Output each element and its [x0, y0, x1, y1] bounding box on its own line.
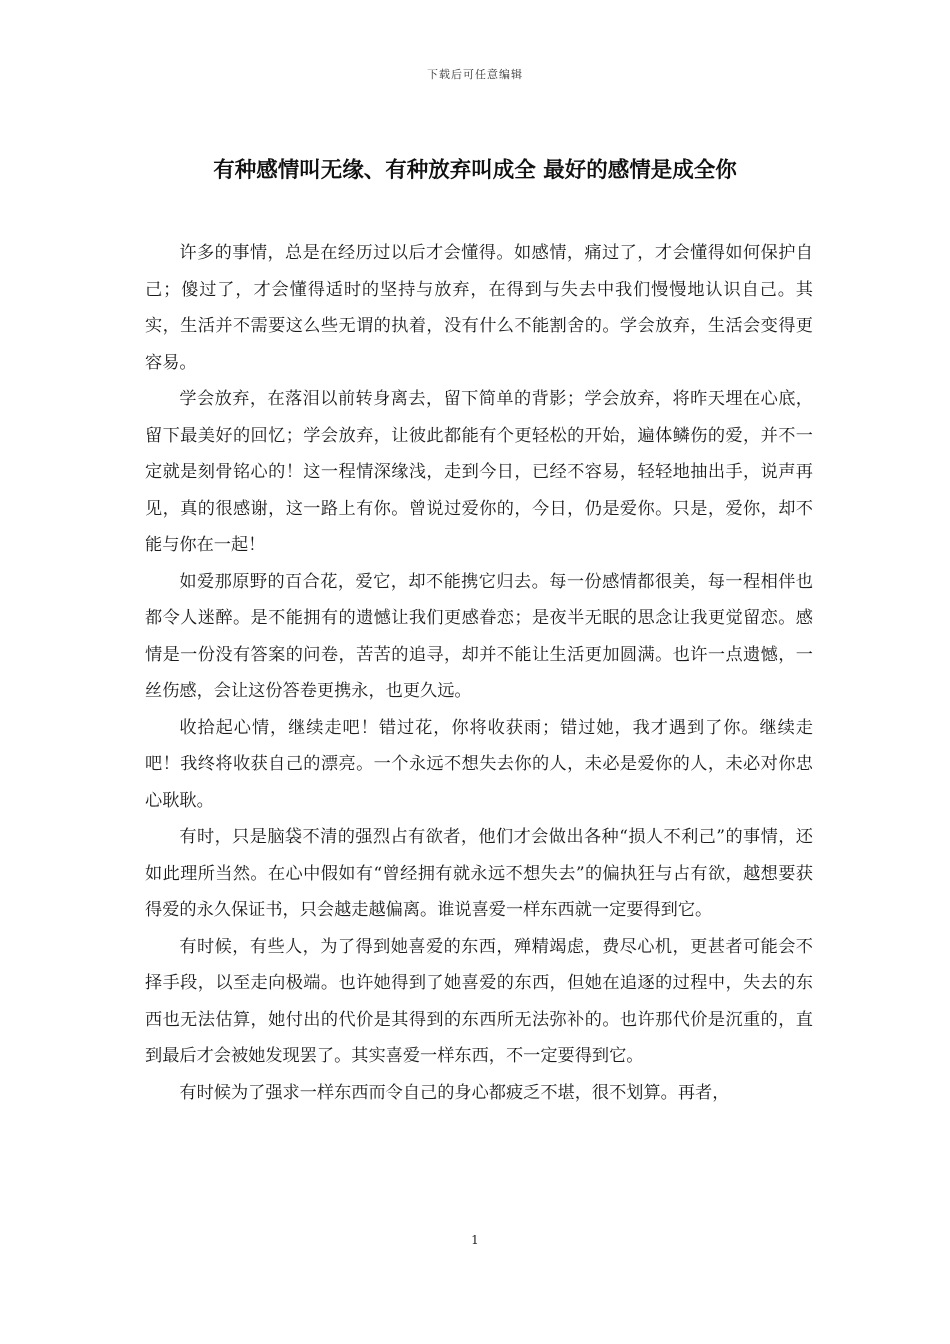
header-note: 下载后可任意编辑 [427, 68, 523, 81]
paragraph: 学会放弃，在落泪以前转身离去，留下简单的背影；学会放弃，将昨天埋在心底，留下最美好的回忆；学会放弃，让彼此都能有个更轻松的开始，遍体鳞伤的爱，并不一定就是刻骨铭心的！这一程情深缘浅，走到今日，已经不容易，轻轻地抽出手，说声再见，真的很感谢，这一路上有你。曾说过爱你的，今日，仍是爱你。只是，爱你，却不能与你在一起！ [145, 389, 813, 555]
paragraph: 有时，只是脑袋不清的强烈占有欲者，他们才会做出各种“损人不利己”的事情，还如此理所当然。在心中假如有“曾经拥有就永远不想失去”的偏执狂与占有欲，越想要获得爱的永久保证书，只会越走越偏离。谁说喜爱一样东西就一定要得到它。 [145, 827, 813, 920]
body-text [145, 235, 813, 1111]
paragraph: 如爱那原野的百合花，爱它，却不能携它归去。每一份感情都很美，每一程相伴也都令人迷醉。是不能拥有的遗憾让我们更感眷恋；是夜半无眠的思念让我更觉留恋。感情是一份没有答案的问卷，苦苦的追寻，却并不能让生活更加圆满。也许一点遗憾，一丝伤感，会让这份答卷更携永，也更久远。 [145, 571, 813, 701]
paragraph: 有时候为了强求一样东西而令自己的身心都疲乏不堪，很不划算。再者， [179, 1082, 730, 1103]
page-number: 1 [471, 1233, 479, 1247]
page-title: 有种感情叫无缘、有种放弃叫成全 最好的感情是成全你 [213, 158, 737, 183]
paragraph: 收拾起心情，继续走吧！错过花，你将收获雨；错过她，我才遇到了你。继续走吧！我终将收获自己的漂亮。一个永远不想失去你的人，未必是爱你的人，未必对你忠心耿耿。 [145, 717, 813, 811]
paragraph: 有时候，有些人，为了得到她喜爱的东西，殚精竭虑，费尽心机，更甚者可能会不择手段，以至走向极端。也许她得到了她喜爱的东西，但她在追逐的过程中，失去的东西也无法估算，她付出的代价是其得到的东西所无法弥补的。也许那代价是沉重的，直到最后才会被她发现罢了。其实喜爱一样东西，不一定要得到它。 [145, 936, 813, 1066]
paragraph: 许多的事情，总是在经历过以后才会懂得。如感情，痛过了，才会懂得如何保护自己；傻过了，才会懂得适时的坚持与放弃，在得到与失去中我们慢慢地认识自己。其实，生活并不需要这么些无谓的执着，没有什么不能割舍的。学会放弃，生活会变得更容易。 [145, 243, 813, 373]
